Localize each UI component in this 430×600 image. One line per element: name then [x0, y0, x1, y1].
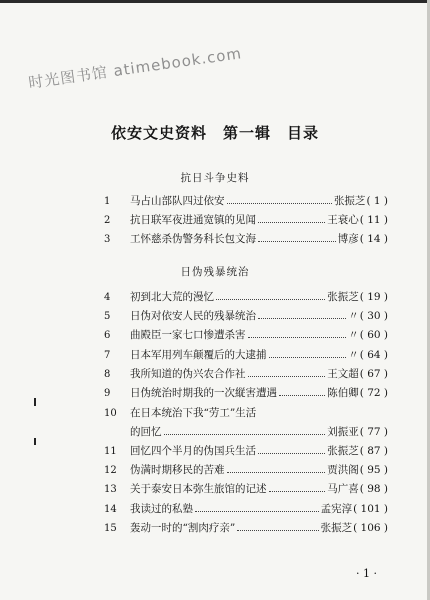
- entry-page: ( 30 ): [359, 310, 388, 322]
- entry-number: 12: [104, 465, 117, 476]
- leader-dots: [258, 241, 336, 242]
- toc-entry: [104, 462, 388, 478]
- entry-title: 关于泰安日本弥生旅馆的记述: [130, 483, 267, 495]
- entry-author: 博彦: [337, 233, 359, 245]
- leader-dots: [279, 395, 325, 396]
- entry-page: ( 98 ): [359, 483, 388, 495]
- section-heading-resistance: 抗日斗争史料: [180, 172, 250, 184]
- entry-title: 工怀慈杀伪警务科长包文海: [130, 233, 256, 245]
- entry-author: 陈伯卿: [327, 387, 359, 399]
- toc-entry: [104, 385, 388, 401]
- entry-title: 轰动一时的“割肉疗亲”: [130, 522, 236, 534]
- toc-entry: [104, 289, 388, 305]
- entry-author: 王衰心: [327, 214, 359, 226]
- toc-entry: [104, 443, 388, 459]
- entry-title: 我所知道的伪兴农合作社: [130, 368, 246, 380]
- entry-page: ( 19 ): [359, 291, 388, 303]
- entry-page: ( 101 ): [353, 503, 388, 515]
- leader-dots: [258, 318, 346, 319]
- entry-author: 贾洪阁: [327, 464, 359, 476]
- toc-entry: [104, 520, 388, 536]
- entry-number: 4: [104, 292, 111, 303]
- leader-dots: [269, 357, 347, 358]
- entry-author: 孟宪淳: [320, 503, 353, 515]
- entry-number: 9: [104, 388, 111, 399]
- scan-edge-top: [0, 0, 430, 3]
- page-title: 依安文史资料 第一辑 目录: [110, 124, 319, 142]
- entry-title: 日伪统治时期我的一次縦害遭遇: [130, 387, 277, 399]
- leader-dots: [164, 434, 326, 435]
- entry-number: 8: [104, 369, 111, 380]
- entry-number: 6: [104, 330, 111, 341]
- entry-title: 回忆四个半月的伪国兵生活: [130, 445, 256, 457]
- entry-page: ( 64 ): [359, 349, 388, 361]
- toc-entry: [104, 347, 388, 363]
- watermark: 时光图书馆 atimebook.com: [27, 44, 243, 93]
- entry-page: ( 106 ): [353, 522, 388, 534]
- entry-author: 张振芝: [333, 195, 366, 207]
- entry-author: 张振芝: [327, 445, 359, 457]
- entry-author: 〃: [348, 329, 359, 341]
- entry-title-continuation: 的回忆: [130, 426, 162, 438]
- toc-entry: [104, 366, 388, 382]
- entry-author: 王文超: [327, 368, 359, 380]
- scan-mark: [34, 438, 36, 445]
- leader-dots: [195, 511, 319, 512]
- entry-number: 10: [104, 408, 117, 419]
- entry-author: 张振芝: [320, 522, 353, 534]
- entry-title: 抗日联军夜进通宽镇的见闻: [130, 214, 256, 226]
- toc-entry-continuation: [104, 424, 388, 440]
- toc-entry: [104, 193, 388, 209]
- entry-page: ( 87 ): [359, 445, 388, 457]
- leader-dots: [269, 491, 326, 492]
- toc-entry: [104, 327, 388, 343]
- entry-author: 张振芝: [327, 291, 359, 303]
- entry-title: 在日本统治下我“劳工”生活: [130, 407, 257, 419]
- entry-page: ( 77 ): [359, 426, 388, 438]
- entry-title: 马占山部队四过依安: [130, 195, 225, 207]
- entry-number: 14: [104, 504, 117, 515]
- toc-entry: [104, 308, 388, 324]
- section-heading-occupation: 日伪残暴统治: [180, 266, 250, 278]
- leader-dots: [248, 376, 326, 377]
- entry-title: 初到北大荒的漫忆: [130, 291, 214, 303]
- entry-title: 我读过的私塾: [130, 503, 193, 515]
- entry-page: ( 72 ): [359, 387, 388, 399]
- entry-title: 日本军用列车颠覆后的大逮捕: [130, 349, 267, 361]
- leader-dots: [248, 337, 347, 338]
- leader-dots: [258, 453, 325, 454]
- toc-entry: [104, 481, 388, 497]
- entry-number: 5: [104, 311, 111, 322]
- entry-title: 日伪对依安人民的残暴统治: [130, 310, 256, 322]
- leader-dots: [258, 222, 325, 223]
- toc-entry: [104, 231, 388, 247]
- toc-entry: [104, 212, 388, 228]
- entry-author: 〃: [348, 310, 359, 322]
- entry-page: ( 1 ): [366, 195, 388, 207]
- entry-number: 2: [104, 215, 111, 226]
- leader-dots: [237, 530, 318, 531]
- entry-number: 15: [104, 523, 117, 534]
- page-number: · 1 ·: [356, 567, 377, 580]
- entry-page: ( 60 ): [359, 329, 388, 341]
- toc-entry: [104, 501, 388, 517]
- entry-title: 曲殿臣一家七口惨遭杀害: [130, 329, 246, 341]
- entry-page: ( 67 ): [359, 368, 388, 380]
- entry-author: 刘振亚: [327, 426, 359, 438]
- entry-number: 3: [104, 234, 111, 245]
- entry-number: 11: [104, 446, 117, 457]
- entry-page: ( 11 ): [359, 214, 388, 226]
- leader-dots: [227, 203, 332, 204]
- scan-mark: [34, 398, 36, 406]
- leader-dots: [216, 299, 325, 300]
- entry-author: 〃: [348, 349, 359, 361]
- entry-number: 13: [104, 484, 117, 495]
- entry-title: 伪满时期移民的苦难: [130, 464, 225, 476]
- entry-page: ( 95 ): [359, 464, 388, 476]
- entry-page: ( 14 ): [359, 233, 388, 245]
- toc-entry: [104, 405, 388, 421]
- entry-number: 1: [104, 196, 111, 207]
- entry-number: 7: [104, 350, 111, 361]
- entry-author: 马广喜: [327, 483, 359, 495]
- leader-dots: [227, 472, 326, 473]
